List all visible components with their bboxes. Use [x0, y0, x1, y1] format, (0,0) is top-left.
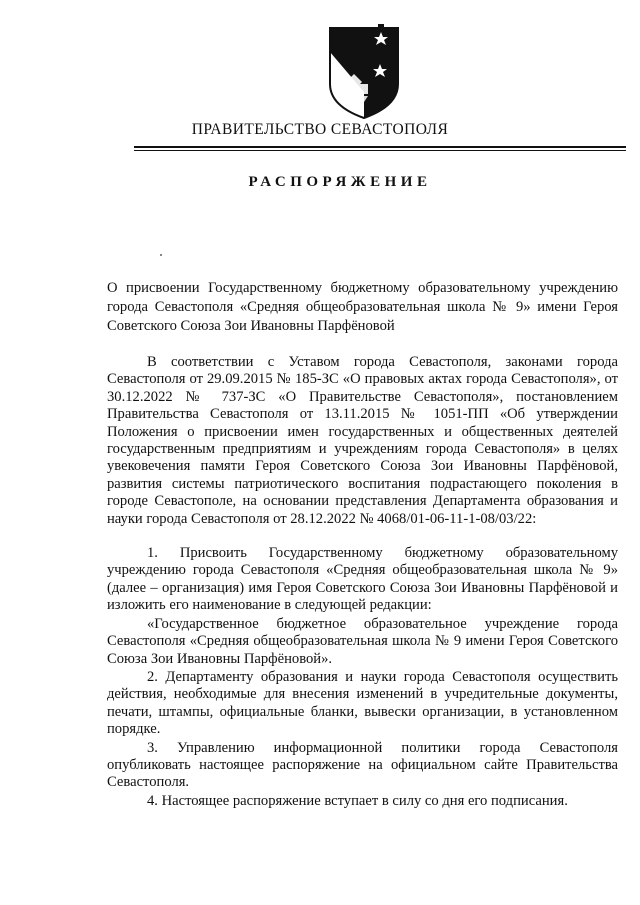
clause-1-new-name: «Государственное бюджетное образовательное учреждение города Севастополя «Средняя общеобразовательная школа № 9 имени Героя Советского Союза Зои Ивановны Парфёновой».	[107, 615, 618, 667]
clause-1: 1. Присвоить Государственному бюджетному образовательному учреждению города Севастополя «Средняя общеобразовательная школа № 9» (далее – организация) имя Героя Советского Союза Зои Ивановны Парфёновой и изложить его наименование в следующей редакции:	[107, 545, 618, 614]
clause-4: 4. Настоящее распоряжение вступает в силу со дня его подписания.	[147, 792, 568, 809]
document-subject: О присвоении Государственному бюджетному образовательному учреждению города Севастополя «Средняя общеобразовательная школа № 9» имени Героя Советского Союза Зои Ивановны Парфёновой	[107, 280, 618, 334]
header-rule-thick	[134, 146, 626, 148]
document-body	[107, 354, 618, 810]
sevastopol-coat-of-arms-icon	[324, 22, 404, 120]
document-type-title: РАСПОРЯЖЕНИЕ	[248, 174, 432, 190]
clause-2: 2. Департаменту образования и науки города Севастополя осуществить действия, необходимые для внесения изменений в учредительные документы, печати, штампы, официальные бланки, вывески организации, в установленном порядке.	[107, 668, 618, 738]
header-rule-thin	[134, 150, 626, 151]
clause-3: 3. Управлению информационной политики города Севастополя опубликовать настоящее распоряжение на официальном сайте Правительства Севастополя.	[107, 739, 618, 791]
registration-dot	[160, 254, 162, 256]
preamble-paragraph: В соответствии с Уставом города Севастополя, законами города Севастополя от 29.09.2015 № 185-ЗС «О правовых актах города Севастополя», от 30.12.2022 № 737-ЗС «О Правительстве Севастополя», постановлением Правительства Севастополя от 13.11.2015 № 1051-ПП «Об утверждении Положения о присвоении имен государственных и общественных деятелей государственным предприятиям и учреждениям города Севастополя» в целях увековечения памяти Героя Советского Союза Зои Ивановны Парфёновой, развития системы патриотического воспитания подрастающего поколения в городе Севастополе, на основании представления Департамента образования и науки города Севастополя от 28.12.2022 № 4068/01-06-11-1-08/03/22:	[107, 354, 618, 527]
government-name: ПРАВИТЕЛЬСТВО СЕВАСТОПОЛЯ	[191, 121, 449, 138]
